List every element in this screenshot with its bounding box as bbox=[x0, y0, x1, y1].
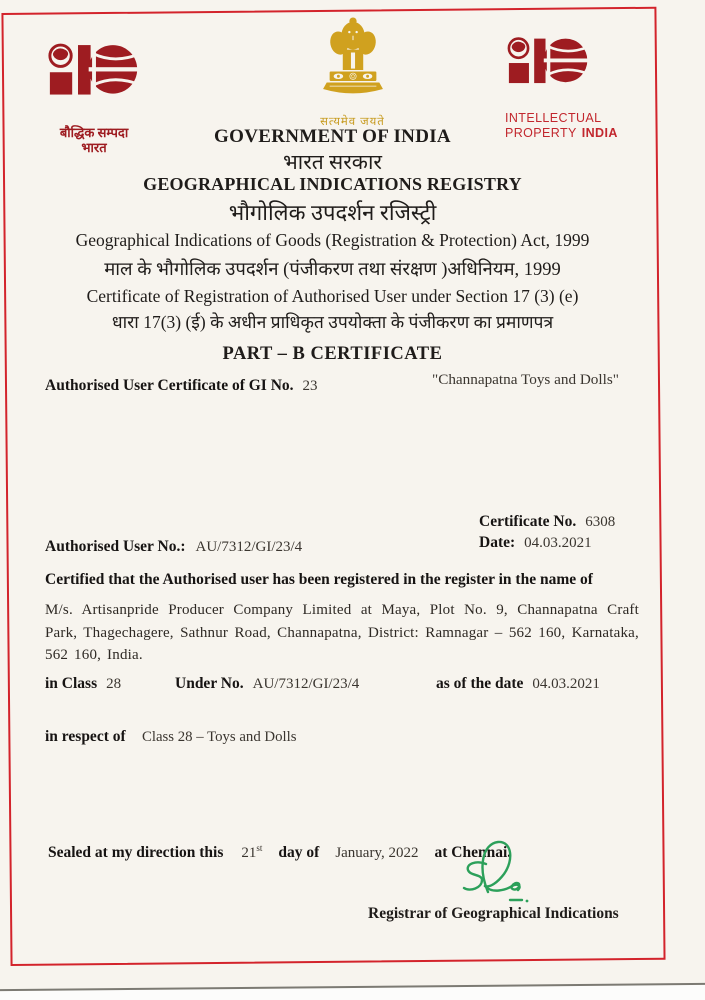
under-no-label: Under No. bbox=[175, 675, 244, 692]
sealed-prefix: Sealed at my direction this bbox=[48, 844, 224, 861]
right-logo-property-text: PROPERTY bbox=[505, 126, 577, 140]
act-title-english: Geographical Indications of Goods (Registration & Protection) Act, 1999 bbox=[75, 230, 590, 250]
gi-number-label: Authorised User Certificate of GI No. bbox=[45, 377, 294, 394]
title-government-of-india-hindi: भारत सरकार bbox=[283, 150, 382, 174]
certified-statement: Certified that the Authorised user has been registered in the register in the name of bbox=[45, 571, 593, 588]
gi-number-row bbox=[45, 377, 318, 395]
title-gi-registry-hindi: भौगोलिक उपदर्शन रजिस्ट्री bbox=[228, 200, 437, 225]
title-government-of-india: GOVERNMENT OF INDIA bbox=[214, 126, 451, 147]
certificate-number-value: 6308 bbox=[585, 514, 616, 530]
as-of-date-value: 04.03.2021 bbox=[532, 676, 600, 692]
in-respect-label: in respect of bbox=[45, 728, 126, 745]
certificate-date-value: 04.03.2021 bbox=[524, 534, 592, 551]
right-logo-india-text: INDIA bbox=[581, 126, 618, 140]
in-class-label: in Class bbox=[45, 675, 98, 692]
signature-icon bbox=[452, 834, 540, 908]
authorised-user-number-row bbox=[45, 538, 302, 556]
emblem-motto: सत्यमेव जयते bbox=[320, 116, 385, 128]
holder-name-address: M/s. Artisanpride Producer Company Limited at Maya, Plot No. 9, Channapatna Craft Park, Thagechagere, Sathnur Road, Channapatna, District: Ramnagar – 562 160, Karnataka, 562 160, India. bbox=[45, 602, 639, 663]
certificate-number-block bbox=[479, 512, 615, 553]
title-gi-registry: GEOGRAPHICAL INDICATIONS REGISTRY bbox=[143, 174, 522, 194]
authorised-user-number-label: Authorised User No.: bbox=[45, 538, 186, 555]
ip-india-icon bbox=[46, 105, 143, 122]
class-number-value: 28 bbox=[106, 676, 122, 692]
sealed-month-year: January, 2022 bbox=[335, 845, 419, 861]
registrar-signature bbox=[452, 834, 540, 913]
sealed-day bbox=[241, 845, 262, 861]
as-of-date-label: as of the date bbox=[436, 675, 524, 692]
sealed-statement-row bbox=[48, 843, 511, 862]
gi-name-value: "Channapatna Toys and Dolls" bbox=[432, 371, 619, 388]
left-logo-caption-line2: भारत bbox=[81, 140, 107, 155]
certificate-date-row bbox=[479, 533, 615, 554]
sealed-day-ordinal: st bbox=[256, 843, 263, 853]
certificate-number-row bbox=[479, 512, 615, 533]
registrar-title: Registrar of Geographical Indications bbox=[368, 905, 619, 922]
sealed-day-of-label: day of bbox=[278, 844, 320, 861]
left-logo-caption-line1: बौद्धिक सम्पदा bbox=[59, 125, 129, 140]
sealed-day-number: 21 bbox=[241, 845, 257, 861]
in-class-row bbox=[45, 675, 121, 693]
certificate-title-english: Certificate of Registration of Authorised User under Section 17 (3) (e) bbox=[86, 286, 579, 306]
certificate-number-label: Certificate No. bbox=[479, 513, 577, 530]
national-emblem bbox=[293, 16, 413, 129]
under-no-row bbox=[175, 675, 359, 693]
under-no-value: AU/7312/GI/23/4 bbox=[252, 676, 360, 692]
gi-number-value: 23 bbox=[302, 378, 318, 394]
act-title-hindi: माल के भौगोलिक उपदर्शन (पंजीकरण तथा संरक्षण )अधिनियम, 1999 bbox=[104, 260, 561, 280]
part-b-certificate-heading: PART – B CERTIFICATE bbox=[222, 344, 443, 364]
ip-india-icon bbox=[505, 91, 593, 108]
certificate-date-label: Date: bbox=[479, 533, 516, 551]
in-respect-value: Class 28 – Toys and Dolls bbox=[142, 729, 297, 745]
as-of-date-row bbox=[436, 675, 600, 693]
authorised-user-number-value: AU/7312/GI/23/4 bbox=[195, 539, 303, 555]
certificate-title-hindi: धारा 17(3) (ई) के अधीन प्राधिकृत उपयोक्ता के पंजीकरण का प्रमाणपत्र bbox=[111, 312, 554, 332]
right-logo-caption-line1: INTELLECTUAL bbox=[505, 111, 602, 125]
sealed-place: at Chennai. bbox=[434, 844, 512, 861]
ashoka-emblem-icon bbox=[314, 95, 392, 112]
